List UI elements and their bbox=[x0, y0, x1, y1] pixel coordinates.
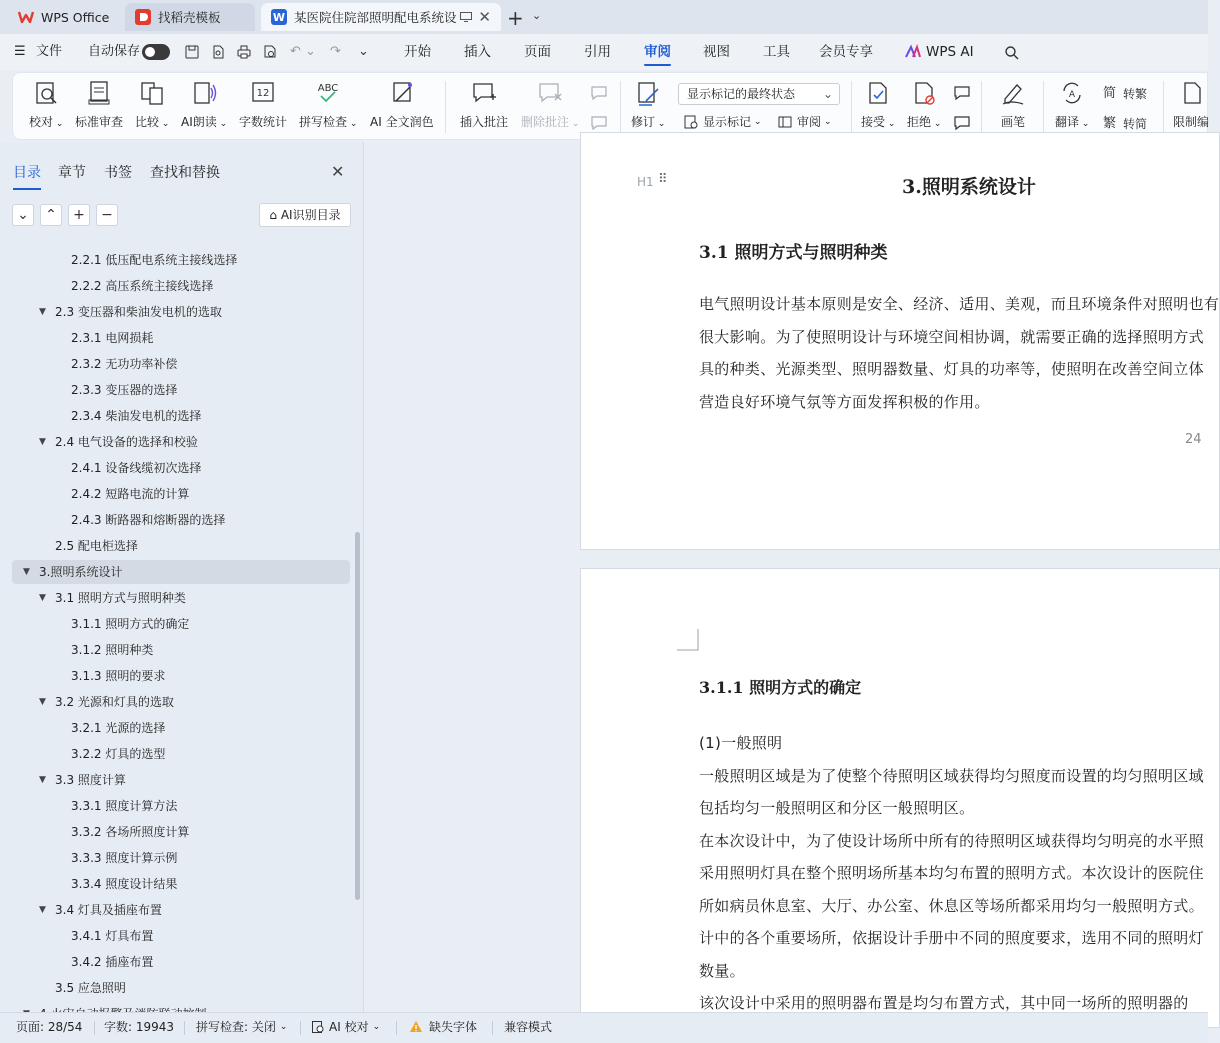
toc-item[interactable] bbox=[12, 976, 350, 1000]
save-icon[interactable] bbox=[184, 44, 200, 60]
toc-item[interactable] bbox=[12, 430, 350, 454]
toc-item[interactable] bbox=[12, 690, 350, 714]
to-traditional-button[interactable] bbox=[1103, 85, 1147, 102]
accept-label: 接受 bbox=[861, 115, 886, 129]
export-pdf-icon[interactable] bbox=[210, 44, 226, 60]
spell-check-status[interactable]: 拼写检查: 关闭 ⌄ bbox=[196, 1013, 287, 1041]
delete-comment-label: 删除批注 bbox=[521, 115, 570, 129]
traditional-char-icon: 简 bbox=[1103, 85, 1117, 101]
svg-text:ABC: ABC bbox=[317, 83, 339, 94]
toc-item[interactable] bbox=[12, 404, 350, 428]
body-text-line: 数量。 bbox=[699, 961, 745, 980]
tab-tools[interactable]: 工具 bbox=[763, 44, 790, 60]
toc-item[interactable] bbox=[12, 326, 350, 350]
word-count-button[interactable] bbox=[239, 79, 287, 130]
toc-item-label: 3.1 照明方式与照明种类 bbox=[55, 591, 186, 605]
close-pane-icon[interactable]: ✕ bbox=[331, 162, 345, 181]
chapter-title: 3.照明系统设计 bbox=[902, 176, 1036, 198]
compare-label: 比较 bbox=[135, 115, 160, 129]
ribbon-separator bbox=[620, 81, 621, 133]
toc-item[interactable] bbox=[12, 872, 350, 896]
ai-proofread-label: AI 校对 bbox=[329, 1020, 369, 1034]
toc-item-label: 2.2.1 低压配电系统主接线选择 bbox=[71, 253, 238, 267]
ai-toc-icon: ⌂ bbox=[269, 208, 281, 222]
body-text-line: 一般照明区域是为了使整个待照明区域获得均匀照度而设置的均匀照明区域 bbox=[699, 766, 1204, 785]
toc-item[interactable] bbox=[12, 846, 350, 870]
toc-item-label: 3.4.2 插座布置 bbox=[71, 955, 154, 969]
ribbon-separator bbox=[981, 81, 982, 133]
toc-item-label: 3.3 照度计算 bbox=[55, 773, 126, 787]
body-text-line: (1)一般照明 bbox=[699, 734, 783, 752]
print-icon[interactable] bbox=[236, 44, 252, 60]
spell-check-button[interactable]: ABC 拼写检查 ⌄ bbox=[299, 79, 357, 130]
body-text-line: 采用照明灯具在整个照明场所基本均匀布置的照明方式。本次设计的医院住 bbox=[699, 864, 1204, 882]
status-separator bbox=[184, 1021, 185, 1035]
toc-item-label: 2.3.3 变压器的选择 bbox=[71, 383, 178, 397]
insert-comment-icon bbox=[470, 79, 498, 107]
status-separator bbox=[300, 1021, 301, 1035]
warning-icon bbox=[409, 1020, 423, 1034]
expand-arrow-icon[interactable]: ▼ bbox=[39, 905, 46, 915]
ai-read-button[interactable]: AI朗读 ⌄ bbox=[181, 79, 227, 130]
reject-label: 拒绝 bbox=[907, 115, 932, 129]
heading-marker: H1 bbox=[637, 175, 654, 189]
toc-item-label: 2.5 配电柜选择 bbox=[55, 539, 138, 553]
print-preview-icon[interactable] bbox=[262, 44, 278, 60]
pen-button[interactable] bbox=[999, 79, 1027, 130]
body-text-line: 电气照明设计基本原则是安全、经济、适用、美观，而且环境条件对照明也有 bbox=[699, 295, 1220, 313]
toc-item-label: 3.3.1 照度计算方法 bbox=[71, 799, 178, 813]
previous-comment-icon[interactable] bbox=[590, 85, 608, 101]
tab-wps-ai-label: WPS AI bbox=[926, 44, 974, 60]
autosave-label: 自动保存 bbox=[88, 44, 141, 59]
nav-scrollbar[interactable] bbox=[355, 532, 360, 900]
word-count-icon bbox=[249, 79, 277, 107]
toc-item-label: 3.2.1 光源的选择 bbox=[71, 721, 166, 735]
undo-icon[interactable]: ↶ ⌄ bbox=[290, 44, 316, 59]
toc-item[interactable] bbox=[12, 248, 350, 272]
subsection-heading: 3.1.1 照明方式的确定 bbox=[699, 678, 862, 697]
insert-comment-label: 插入批注 bbox=[460, 115, 509, 129]
spell-check-icon bbox=[314, 79, 342, 107]
compatibility-mode-status: 兼容模式 bbox=[504, 1020, 553, 1034]
toc-item-label: 2.4.2 短路电流的计算 bbox=[71, 487, 190, 501]
toc-item-label: 3.5 应急照明 bbox=[55, 981, 126, 995]
ribbon-separator bbox=[1163, 81, 1164, 133]
search-icon[interactable] bbox=[1004, 45, 1020, 61]
docer-logo-icon bbox=[135, 9, 151, 25]
toc-item-label: 2.3.2 无功功率补偿 bbox=[71, 357, 178, 371]
expand-arrow-icon[interactable]: ▼ bbox=[39, 697, 46, 707]
body-text-line: 在本次设计中，为了使设计场所中所有的待照明区域获得均匀明亮的水平照 bbox=[699, 831, 1204, 850]
tab-view[interactable]: 视图 bbox=[703, 44, 730, 60]
status-separator bbox=[492, 1021, 493, 1035]
add-heading-button[interactable]: + bbox=[68, 204, 90, 226]
toc-item-label: 3.4 灯具及插座布置 bbox=[55, 903, 162, 917]
toc-item[interactable] bbox=[12, 768, 350, 792]
delete-comment-icon bbox=[536, 79, 564, 107]
missing-font-status[interactable] bbox=[409, 1013, 477, 1041]
toc-item-label: 3.2.2 灯具的选型 bbox=[71, 747, 166, 761]
restrict-editing-icon bbox=[1177, 79, 1205, 107]
word-doc-icon: W bbox=[272, 10, 286, 24]
expand-arrow-icon[interactable]: ▼ bbox=[23, 567, 30, 577]
standard-review-label: 标准审查 bbox=[75, 115, 124, 129]
simplified-char-icon: 繁 bbox=[1103, 115, 1117, 131]
tab-label: WPS Office bbox=[41, 9, 110, 25]
toc-item[interactable] bbox=[12, 638, 350, 662]
ai-proofread-icon bbox=[311, 1020, 325, 1034]
track-changes-label: 修订 bbox=[631, 115, 656, 129]
restrict-editing-label: 限制编 bbox=[1173, 115, 1210, 129]
toc-item-label: 3.3.2 各场所照度计算 bbox=[71, 825, 190, 839]
toc-item-label: 3.1.2 照明种类 bbox=[71, 643, 154, 657]
toc-item[interactable] bbox=[12, 534, 350, 558]
page-number: 24 bbox=[1185, 432, 1202, 447]
markup-state-value: 显示标记的最终状态 bbox=[687, 87, 796, 101]
new-tab-icon[interactable]: + bbox=[507, 6, 524, 30]
tab-insert[interactable]: 插入 bbox=[464, 44, 491, 60]
toc-item-label: 3.3.3 照度计算示例 bbox=[71, 851, 178, 865]
toc-item-label: 2.3 变压器和柴油发电机的选取 bbox=[55, 305, 222, 319]
tab-references[interactable]: 引用 bbox=[584, 44, 611, 60]
to-simplified-label: 转简 bbox=[1123, 117, 1148, 131]
expand-all-button[interactable]: ⌄ bbox=[12, 204, 34, 226]
accept-button[interactable]: 接受 ⌄ bbox=[861, 79, 895, 130]
toc-item[interactable] bbox=[12, 742, 350, 766]
hamburger-menu-icon[interactable]: ☰ bbox=[14, 44, 26, 59]
remove-heading-button[interactable]: − bbox=[96, 204, 118, 226]
ai-read-label: AI朗读 bbox=[181, 115, 217, 129]
spell-check-label: 拼写检查 bbox=[299, 115, 348, 129]
restrict-editing-button[interactable] bbox=[1173, 79, 1209, 130]
track-changes-button[interactable]: 修订 ⌄ bbox=[631, 79, 665, 130]
toc-item[interactable] bbox=[12, 560, 350, 584]
pen-label: 画笔 bbox=[1000, 115, 1025, 129]
tab-review[interactable]: 审阅 bbox=[644, 34, 671, 70]
toc-item-label: 3.4.1 灯具布置 bbox=[71, 929, 154, 943]
page-indicator[interactable]: 页面: 28/54 bbox=[16, 1020, 83, 1034]
proofread-label: 校对 bbox=[29, 115, 54, 129]
document-area bbox=[365, 142, 1220, 1012]
tab-dropdown-icon[interactable]: ⌄ bbox=[532, 9, 542, 22]
show-markup-label: 显示标记 bbox=[703, 115, 752, 129]
more-dropdown-icon[interactable]: ⌄ bbox=[358, 44, 369, 59]
title-tab-bar bbox=[0, 0, 1208, 34]
collapse-all-button[interactable]: ⌃ bbox=[40, 204, 62, 226]
ribbon-separator bbox=[1043, 81, 1044, 133]
nav-tab-sections[interactable]: 章节 bbox=[58, 165, 86, 181]
expand-arrow-icon[interactable]: ▼ bbox=[39, 593, 46, 603]
toc-item-label: 3.1.3 照明的要求 bbox=[71, 669, 166, 683]
word-count-label: 字数统计 bbox=[239, 115, 288, 129]
toc-item-label: 2.3.1 电网损耗 bbox=[71, 331, 154, 345]
body-text-line: 包括均匀一般照明区和分区一般照明区。 bbox=[699, 799, 975, 817]
ai-polish-icon bbox=[388, 79, 416, 107]
tab-wps-office[interactable] bbox=[8, 3, 120, 31]
ai-polish-button[interactable] bbox=[370, 79, 434, 130]
review-ribbon bbox=[12, 72, 1208, 140]
pen-icon bbox=[999, 79, 1027, 107]
toc-item[interactable] bbox=[12, 274, 350, 298]
toc-item-label: 3.3.4 照度设计结果 bbox=[71, 877, 178, 891]
tab-template-store[interactable] bbox=[125, 3, 255, 31]
toc-item[interactable] bbox=[12, 898, 350, 922]
toc-item[interactable] bbox=[12, 664, 350, 688]
screen-icon[interactable] bbox=[460, 12, 472, 22]
translate-label: 翻译 bbox=[1055, 115, 1080, 129]
toc-item-label: 3.照明系统设计 bbox=[39, 565, 123, 579]
toc-item-label: 2.3.4 柴油发电机的选择 bbox=[71, 409, 202, 423]
ribbon-separator bbox=[445, 81, 446, 133]
markup-state-select[interactable] bbox=[678, 83, 840, 105]
body-text-line: 该次设计中采用的照明器布置是均匀布置方式，其中同一场所的照明器的 bbox=[699, 994, 1189, 1012]
toc-item[interactable] bbox=[12, 794, 350, 818]
review-pane-icon bbox=[777, 114, 793, 130]
toc-item-label: 2.4 电气设备的选择和校验 bbox=[55, 435, 198, 449]
section-heading: 3.1 照明方式与照明种类 bbox=[699, 243, 888, 263]
compare-icon bbox=[138, 79, 166, 107]
word-count-indicator[interactable]: 字数: 19943 bbox=[104, 1020, 175, 1034]
nav-tab-bookmarks[interactable]: 书签 bbox=[104, 165, 132, 181]
tab-member[interactable]: 会员专享 bbox=[819, 44, 873, 60]
expand-arrow-icon[interactable]: ▼ bbox=[39, 307, 46, 317]
standard-review-icon bbox=[85, 79, 113, 107]
toc-item[interactable] bbox=[12, 586, 350, 610]
chevron-down-icon: ⌄ bbox=[822, 87, 833, 101]
track-changes-icon bbox=[634, 79, 662, 107]
translate-icon bbox=[1058, 79, 1086, 107]
body-text-line: 计中的各个重要场所，依据设计手册中不同的照度要求，选用不同的照明灯 bbox=[699, 929, 1204, 947]
navigation-pane bbox=[0, 142, 364, 1012]
delete-comment-button[interactable]: 删除批注 ⌄ bbox=[521, 79, 579, 130]
toc-item-label: 3.1.1 照明方式的确定 bbox=[71, 617, 190, 631]
proofread-button[interactable]: 校对 ⌄ bbox=[29, 79, 63, 130]
body-text-line: 具的种类、光源类型、照明器数量、灯具的功率等，使照明在改善空间立体 bbox=[699, 360, 1204, 378]
close-tab-icon[interactable]: ✕ bbox=[478, 8, 491, 26]
body-text-line: 营造良好环境气氛等方面发挥积极的作用。 bbox=[699, 392, 990, 411]
next-change-icon[interactable] bbox=[953, 115, 971, 131]
toc-item[interactable] bbox=[12, 716, 350, 740]
ai-toc-label: AI识别目录 bbox=[280, 208, 341, 222]
toc-item-label: 3.2 光源和灯具的选取 bbox=[55, 695, 174, 709]
nav-tab-toc[interactable]: 目录 bbox=[13, 162, 41, 182]
toc-item[interactable] bbox=[12, 300, 350, 324]
toc-item[interactable] bbox=[12, 612, 350, 636]
toc-item[interactable] bbox=[12, 820, 350, 844]
ai-toc-button[interactable] bbox=[259, 203, 351, 227]
nav-tab-find-replace[interactable]: 查找和替换 bbox=[150, 165, 220, 181]
review-pane-label: 审阅 bbox=[797, 115, 822, 129]
toc-item-label: 2.2.2 高压系统主接线选择 bbox=[71, 279, 214, 293]
spell-check-status-label: 拼写检查: 关闭 bbox=[196, 1020, 276, 1034]
status-separator bbox=[396, 1021, 397, 1035]
tab-label: 找稻壳模板 bbox=[158, 10, 221, 25]
accept-icon bbox=[864, 79, 892, 107]
status-separator bbox=[94, 1021, 95, 1035]
wps-logo-icon bbox=[18, 9, 34, 25]
show-markup-icon bbox=[683, 114, 699, 130]
insert-comment-button[interactable] bbox=[460, 79, 508, 130]
compare-button[interactable]: 比较 ⌄ bbox=[135, 79, 169, 130]
ribbon-separator bbox=[851, 81, 852, 133]
toc-item[interactable] bbox=[12, 352, 350, 376]
ai-polish-label: AI 全文润色 bbox=[370, 115, 434, 129]
body-text-line: 很大影响。为了使照明设计与环境空间相协调，就需要正确的选择照明方式 bbox=[699, 327, 1204, 346]
body-text-line: 所如病员休息室、大厅、办公室、休息区等场所都采用均匀一般照明方式。 bbox=[699, 896, 1204, 915]
proofread-icon bbox=[32, 79, 60, 107]
expand-arrow-icon[interactable]: ▼ bbox=[39, 775, 46, 785]
toc-item[interactable] bbox=[12, 378, 350, 402]
toc-item[interactable] bbox=[12, 924, 350, 948]
drag-handle-icon[interactable]: ⠿ bbox=[658, 172, 668, 187]
toc-item[interactable] bbox=[12, 950, 350, 974]
translate-button[interactable]: A 翻译 ⌄ bbox=[1055, 79, 1089, 130]
status-bar bbox=[0, 1012, 1208, 1043]
tab-home[interactable]: 开始 bbox=[404, 44, 431, 60]
reject-icon bbox=[910, 79, 938, 107]
reject-button[interactable]: 拒绝 ⌄ bbox=[907, 79, 941, 130]
tab-wps-ai[interactable] bbox=[905, 34, 974, 70]
toc-item[interactable] bbox=[12, 482, 350, 506]
show-markup-button[interactable]: 显示标记 ⌄ bbox=[683, 113, 762, 130]
wps-ai-icon bbox=[905, 45, 921, 59]
next-comment-icon[interactable] bbox=[590, 115, 608, 131]
expand-arrow-icon[interactable]: ▼ bbox=[39, 437, 46, 447]
redo-icon[interactable]: ↷ bbox=[330, 44, 341, 59]
autosave-toggle[interactable] bbox=[142, 44, 170, 60]
toc-item[interactable] bbox=[12, 456, 350, 480]
tab-label: 某医院住院部照明配电系统设 bbox=[294, 10, 457, 25]
ai-read-icon bbox=[190, 79, 218, 107]
toc-list bbox=[0, 246, 352, 1012]
standard-review-button[interactable] bbox=[75, 79, 123, 130]
page-corner-mark bbox=[677, 629, 699, 651]
file-menu[interactable]: 文件 bbox=[36, 44, 63, 59]
to-traditional-label: 转繁 bbox=[1123, 87, 1148, 101]
review-pane-button[interactable]: 审阅 ⌄ bbox=[777, 113, 832, 130]
tab-current-document[interactable] bbox=[261, 3, 501, 31]
svg-text:A: A bbox=[1069, 90, 1076, 100]
to-simplified-button[interactable] bbox=[1103, 115, 1147, 132]
ai-proofread-status[interactable]: AI 校对 ⌄ bbox=[311, 1013, 380, 1041]
toc-item-label: 2.4.1 设备线缆初次选择 bbox=[71, 461, 202, 475]
toc-item[interactable] bbox=[12, 508, 350, 532]
missing-font-label: 缺失字体 bbox=[429, 1020, 478, 1034]
toc-item-label: 2.4.3 断路器和熔断器的选择 bbox=[71, 513, 226, 527]
previous-change-icon[interactable] bbox=[953, 85, 971, 101]
svg-text:12: 12 bbox=[256, 88, 270, 99]
tab-layout[interactable]: 页面 bbox=[524, 44, 551, 60]
